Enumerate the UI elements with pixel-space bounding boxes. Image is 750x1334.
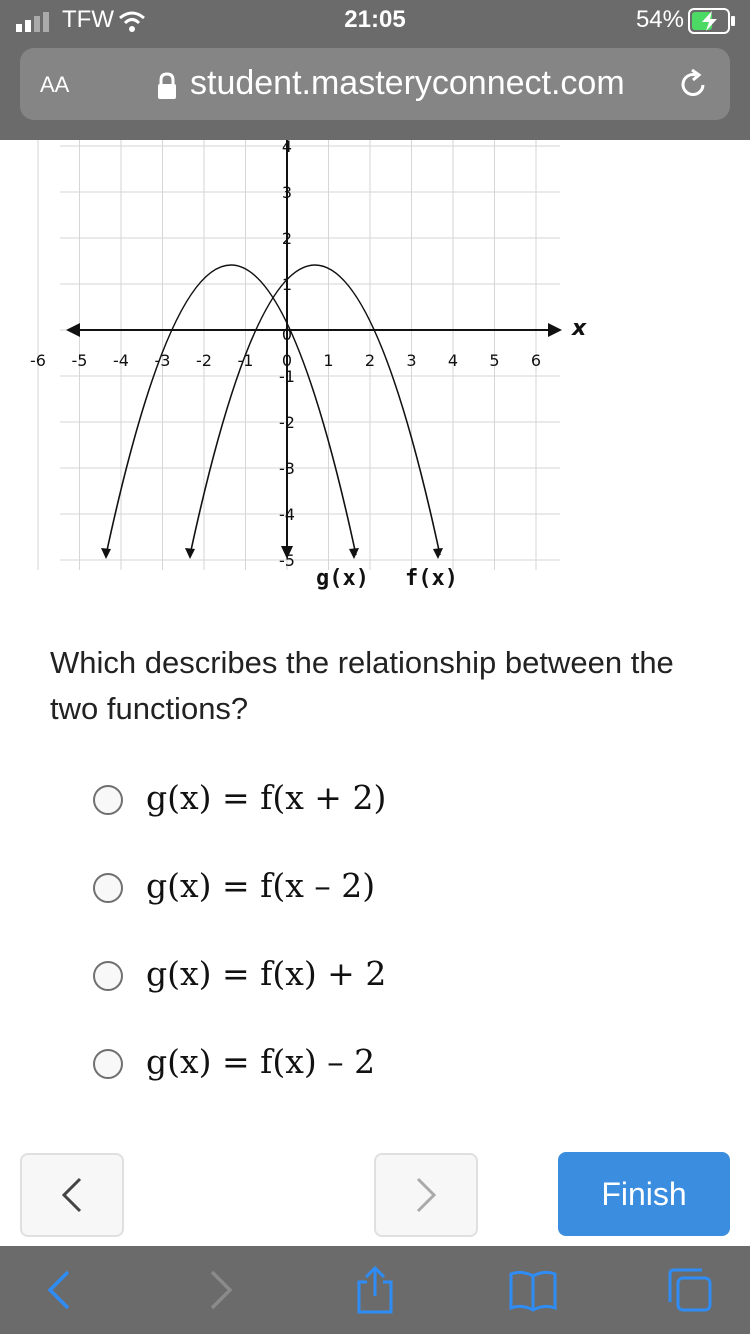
x-tick-label: -3 — [154, 351, 171, 370]
f-curve — [190, 265, 440, 555]
x-tick-label: 4 — [447, 351, 459, 370]
x-tick-label: -5 — [71, 351, 88, 370]
battery-charging-icon — [688, 8, 736, 34]
share-icon[interactable] — [349, 1264, 401, 1316]
x-tick-label: -4 — [113, 351, 129, 370]
answer-option-4[interactable] — [90, 1034, 490, 1094]
radio-button[interactable] — [93, 961, 123, 991]
g-curve — [106, 265, 356, 555]
answer-option-label: g(x) = f(x – 2) — [146, 866, 376, 905]
x-tick-label: -2 — [196, 351, 212, 370]
y-axis — [281, 140, 293, 559]
answer-option-1[interactable] — [90, 770, 490, 830]
f-curve-left-arrow — [185, 548, 195, 559]
y-tick-label: -3 — [279, 459, 295, 478]
x-tick-label: 0 — [281, 351, 293, 370]
status-bar — [0, 0, 750, 44]
answer-option-label: g(x) = f(x) + 2 — [146, 954, 387, 993]
bookmarks-icon[interactable] — [507, 1264, 559, 1316]
chevron-left-icon — [22, 1155, 122, 1235]
g-curve-left-arrow — [101, 548, 111, 559]
x-tick-label: 6 — [530, 351, 542, 370]
question-text: Which describes the relationship between the two functions? — [50, 645, 674, 726]
answer-option-2[interactable] — [90, 858, 490, 918]
x-tick-label: -1 — [237, 351, 254, 370]
clock: 21:05 — [344, 6, 406, 33]
x-tick-label: 5 — [489, 351, 500, 370]
y-tick-label: -5 — [279, 551, 295, 570]
tabs-icon[interactable] — [664, 1264, 716, 1316]
address-bar[interactable] — [20, 48, 730, 120]
x-tick-label: -6 — [30, 351, 46, 370]
x-tick-label: 1 — [323, 351, 334, 370]
lock-icon — [156, 72, 178, 100]
text-size-button[interactable] — [40, 66, 69, 100]
forward-icon[interactable] — [194, 1264, 246, 1316]
reload-icon[interactable] — [678, 68, 710, 100]
y-tick-label: 4 — [281, 137, 293, 156]
radio-button[interactable] — [93, 1049, 123, 1079]
radio-button[interactable] — [93, 785, 123, 815]
y-tick-label: 1 — [281, 275, 293, 294]
previous-question-button[interactable] — [20, 1153, 124, 1237]
radio-button[interactable] — [93, 873, 123, 903]
g-curve-right-arrow — [349, 548, 359, 559]
text-size-label-small: AA — [40, 72, 70, 97]
x-axis — [66, 323, 562, 337]
browser-toolbar — [0, 1246, 750, 1334]
browser-chrome — [0, 0, 750, 140]
x-axis-label: x — [572, 316, 587, 341]
answer-option-3[interactable] — [90, 946, 490, 1006]
y-tick-label: -4 — [279, 505, 295, 524]
y-tick-label: 3 — [281, 183, 293, 202]
back-icon[interactable] — [34, 1264, 86, 1316]
battery-percent: 54% — [635, 6, 684, 33]
f-curve-label: f(x) — [405, 566, 458, 591]
url-text[interactable]: student.masteryconnect.com — [190, 64, 625, 102]
f-curve-right-arrow — [433, 548, 443, 559]
carrier-name: TFW — [62, 6, 114, 33]
function-graph — [0, 130, 600, 600]
y-tick-label: 2 — [281, 229, 293, 248]
x-tick-label: 3 — [406, 351, 417, 370]
y-tick-label: 0 — [281, 325, 293, 344]
chevron-right-icon — [376, 1155, 476, 1235]
y-tick-label: -2 — [279, 413, 295, 432]
answer-option-label: g(x) = f(x + 2) — [146, 778, 387, 817]
next-question-button[interactable] — [374, 1153, 478, 1237]
x-tick-label: 2 — [364, 351, 376, 370]
g-curve-label: g(x) — [316, 566, 369, 591]
y-tick-label: -1 — [279, 367, 295, 386]
finish-button[interactable]: Finish — [558, 1152, 730, 1236]
answer-option-label: g(x) = f(x) – 2 — [146, 1042, 376, 1081]
